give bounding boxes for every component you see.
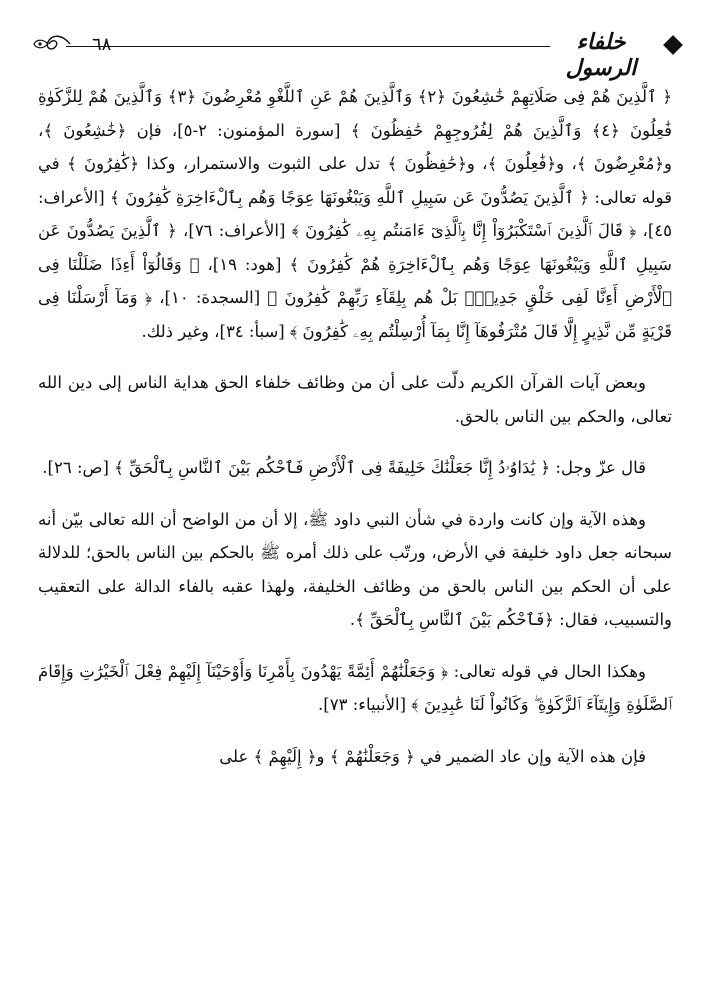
diamond-ornament-icon <box>663 35 683 55</box>
text-line: [ص: ٢٦]. <box>42 458 109 477</box>
running-title: خلفاء الرسول <box>565 29 637 81</box>
text-line: إِلَيْهِمْ فِعْلَ ٱلْخَيْرَٰتِ وَإِقَامَ ٱلصَّلَوٰةِ وَإِيتَآءَ ٱلزَّكَوٰةِ ۖ وَكَانُواْ لَنَا عَٰبِدِينَ ﴾ [الأنبياء: <box>38 661 672 714</box>
text-line: كَٰفِرُونَ ﴾ [السجدة: ١٠]، ﴿ وَمَآ أَرْسَلْنَا فِى قَرْيَةٍ مِّن نَّذِيرٍ إِلَّا قَالَ مُتْرَفُوهَآ إِنَّا بِمَآ أُرْسِلْتُم <box>38 288 672 341</box>
page-body <box>38 80 672 773</box>
text-line: بِهِۦ كَٰفِرُونَ ﴾ [سبأ: ٣٤]، وغير ذلك. <box>141 321 373 341</box>
header-rule <box>66 46 550 47</box>
paragraph-4 <box>38 503 672 637</box>
paragraph-2 <box>38 366 672 433</box>
text-line: وبعض آيات القرآن الكريم دلّت على أن من وظائف خلفاء الحق هداية <box>167 373 646 392</box>
text-line: أن الله تعالى بيّن أنه سبحانه جعل داود خليفة في الأرض، ورتّب على ذلك أمره <box>38 509 672 562</box>
text-line: قال عزّ وجل: ﴿ يَٰدَاوُۥدُ إِنَّا جَعَلْنَٰكَ خَلِيفَةً فِى ٱلْأَرْضِ فَٱحْكُم بَيْنَ ٱلنَّاسِ بِٱلْحَقِّ ﴾ <box>108 458 646 477</box>
text-line: وهكذا الحال في قوله تعالى: ﴿ وَجَعَلْنَٰهُمْ أَئِمَّةً يَهْدُونَ بِأَمْرِنَا وَأَوْحَيْنَآ <box>200 661 647 681</box>
text-line: ﴿ ٱلَّذِينَ هُمْ فِى صَلَاتِهِمْ خَٰشِعُونَ ﴿٢﴾ وَٱلَّذِينَ هُمْ عَنِ ٱللَّغْوِ مُعْرِضُونَ ﴿٣﴾ وَٱلَّذِينَ هُمْ <box>82 87 672 106</box>
paragraph-1 <box>38 80 672 348</box>
text-line: هُمْ كَٰفِرُونَ ﴾ [هود: ١٩]، ﴿ وَقَالُوٓاْ أَءِذَا ضَلَلْنَا فِى ٱلْأَرْضِ أَءِنَّا لَفِى خَلْقٍ جَدِيدٍۭ بَلْ هُم بِلِقَآءِ رَبِّهِمْ <box>38 254 673 307</box>
text-line: بَيْنَ ٱلنَّاسِ بِٱلْحَقِّ ﴾. <box>349 610 492 629</box>
paragraph-3 <box>38 451 672 485</box>
text-line: والاستمرار، وكذا ﴿كَٰفِرُونَ ﴾ في قوله تعالى: ﴿ ٱلَّذِينَ يَصُدُّونَ عَن سَبِيلِ ٱللَّهِ وَيَبْغُونَهَا عِوَجًا <box>38 154 672 207</box>
text-line: وظائف الخليفة، ولهذا عقبه بالفاء الدالة على التعقيب والتسبيب، فقال: ﴿فَٱحْكُم <box>38 576 672 629</box>
text-line: فإن هذه الآية وإن عاد الضمير في ﴿ وَجَعَلْنَٰهُمْ ﴾ و﴿ إِلَيْهِمْ ﴾ على <box>219 746 646 766</box>
paragraph-6 <box>38 740 672 774</box>
text-line: كَٰفِرُونَ ﴾ [الأعراف: ٧٦]، ﴿ ٱلَّذِينَ يَصُدُّونَ عَن سَبِيلِ ٱللَّهِ وَيَبْغُونَهَا عِوَجًا وَهُم بِٱلْءَاخِرَةِ <box>38 221 672 274</box>
paragraph-5 <box>38 655 672 722</box>
text-line: الناس إلى دين الله تعالى، والحكم بين الناس بالحق. <box>38 373 672 426</box>
text-line: ٧٣]. <box>318 695 348 714</box>
text-line: لِلزَّكَوٰةِ فَٰعِلُونَ ﴿٤﴾ وَٱلَّذِينَ هُمْ لِفُرُوجِهِمْ حَٰفِظُونَ ﴾ [سورة المؤمنون: ٢-٥]، فإن <box>38 87 672 140</box>
page-number: ٦٨ <box>92 34 112 55</box>
text-line: وَهُم بِٱلْءَاخِرَةِ كَٰفِرُونَ ﴾ [الأعراف: ٤٥]، ﴿ قَالَ ٱلَّذِينَ ٱسْتَكْبَرُوٓاْ إِنَّا بِٱلَّذِىٓ ءَامَنتُم بِهِۦ <box>38 187 672 240</box>
text-line: ﴿خَٰشِعُونَ ﴾، و﴿مُعْرِضُونَ ﴾، و﴿فَٰعِلُونَ ﴾، و﴿حَٰفِظُونَ ﴾ تدل على الثبوت <box>38 120 672 173</box>
flourish-ornament-icon <box>32 30 72 58</box>
text-line: ﷺ بالحكم بين الناس بالحق؛ للدلالة على أن الحكم بين الناس بالحق من <box>38 543 672 596</box>
text-line: وهذه الآية وإن كانت واردة في شأن النبي داود ﷺ، إلا أن من الواضح <box>176 509 646 529</box>
page-header <box>32 26 680 81</box>
